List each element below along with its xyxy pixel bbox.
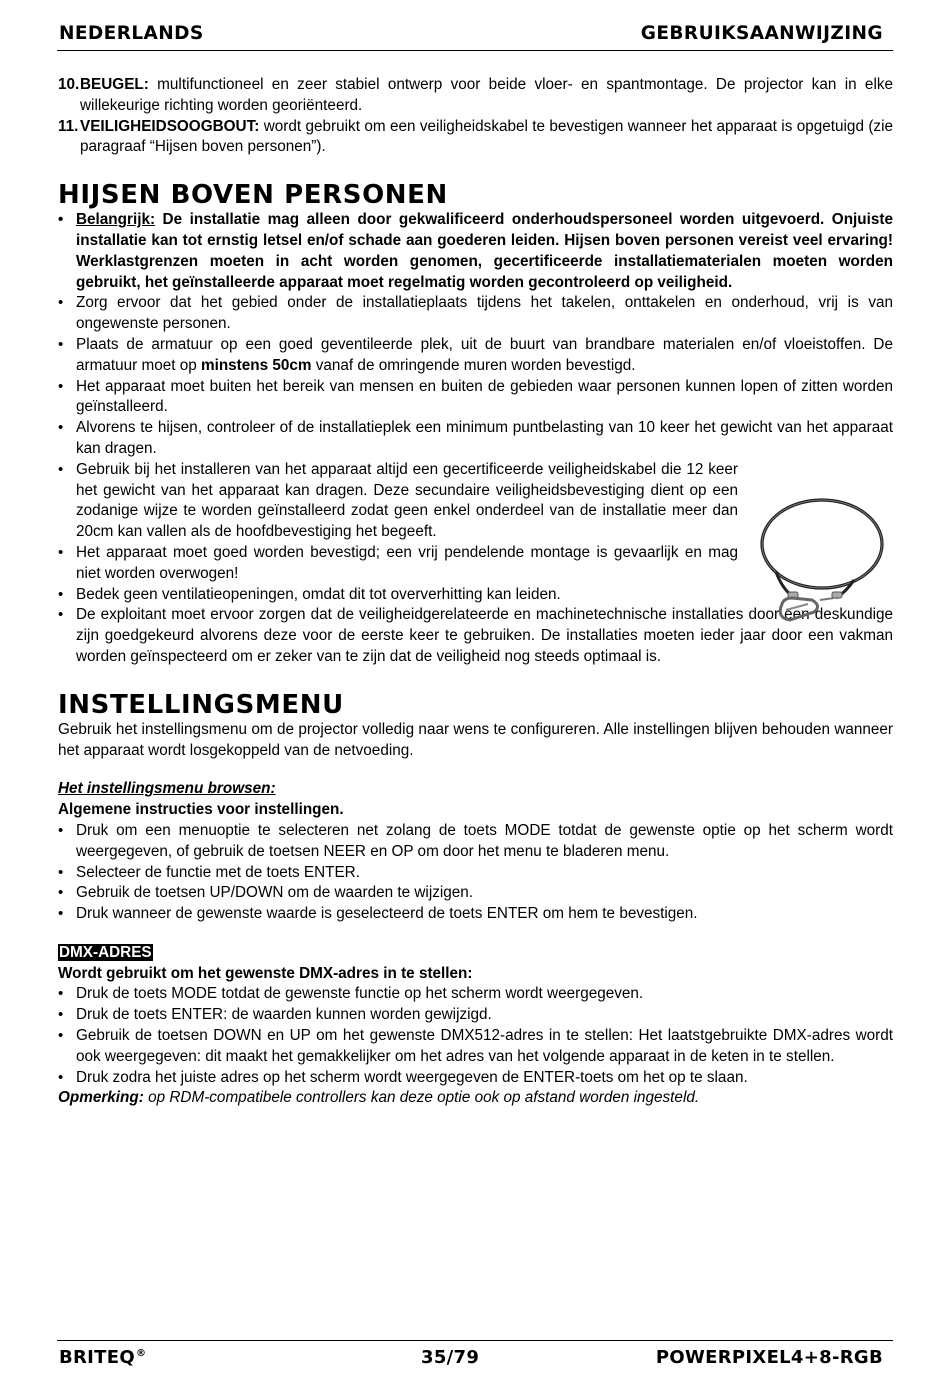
footer-page-number: 35/79 (421, 1347, 480, 1368)
browse-subtitle: Het instellingsmenu browsen: (58, 780, 276, 798)
dmx-subtitle: Wordt gebruikt om het gewenste DMX-adres in te stellen: (58, 964, 473, 982)
list-item: • Druk de toets MODE totdat de gewenste functie op het scherm wordt weergegeven. (58, 984, 893, 1005)
footer-brand: BRITEQ® (59, 1347, 147, 1368)
dmx-note (58, 1088, 893, 1109)
list-item: • Gebruik bij het installeren van het apparaat altijd een gecertificeerde veiligheidskabel die 12 keer het gewicht van het apparaat kan dragen. Deze secundaire veiligheidsbevestiging dient op een zodanige wijze te worden geïnstalleerd zodat geen enkel onderdeel van de installatie meer dan 20cm kan vallen als de hoofdbevestiging het begeeft. (58, 460, 738, 543)
section-title-hijsen: HIJSEN BOVEN PERSONEN (58, 180, 448, 211)
note-text: op RDM-compatibele controllers kan deze optie ook op afstand worden ingesteld. (143, 1089, 700, 1107)
list-item: • Het apparaat moet goed worden bevestigd; een vrij pendelende montage is gevaarlijk en mag niet worden overwogen! (58, 543, 738, 585)
item-label: VEILIGHEIDSOOGBOUT: (80, 117, 260, 135)
dmx-bullet-list (58, 984, 893, 1088)
page-footer (57, 1340, 893, 1371)
numbered-item-beugel (58, 75, 893, 117)
registered-mark: ® (135, 1348, 147, 1359)
list-item: • Belangrijk: De installatie mag alleen door gekwalificeerd onderhoudspersoneel worden uitgevoerd. Onjuiste installatie kan tot ernstig letsel en/of schade aan goederen leiden. Hijsen boven personen vereist veel ervaring! Werklastgrenzen moeten in acht worden genomen, gecertificeerde installatiematerialen moeten worden gebruikt, het geïnstalleerde apparaat moet regelmatig worden gecontroleerd op veiligheid. (58, 210, 893, 293)
list-item: • Bedek geen ventilatieopeningen, omdat dit tot oververhitting kan leiden. (58, 585, 893, 606)
list-item: • Druk de toets ENTER: de waarden kunnen worden gewijzigd. (58, 1005, 893, 1026)
list-item: • Gebruik de toetsen DOWN en UP om het gewenste DMX512-adres in te stellen: Het laatstgebruikte DMX-adres wordt ook weergegeven: dit maakt het gemakkelijker om het adres van het volgende apparaat in de keten in te stellen. (58, 1026, 893, 1068)
list-item: • Alvorens te hijsen, controleer of de installatieplek een minimum puntbelasting van 10 keer het gewicht van het apparaat kan dragen. (58, 418, 893, 460)
item-number: 10. (58, 76, 80, 93)
item-label: BEUGEL: (80, 76, 149, 93)
safety-cable-icon (752, 488, 894, 626)
item-number: 11. (58, 117, 79, 135)
note-label: Opmerking: (58, 1089, 144, 1107)
page-header (57, 20, 893, 51)
list-item: • Plaats de armatuur op een goed geventileerde plek, uit de buurt van brandbare materialen en/of vloeistoffen. De armatuur moet op minstens 50cm vanaf de omringende muren worden bevestigd. (58, 335, 893, 377)
list-item: • Selecteer de functie met de toets ENTER. (58, 863, 893, 884)
dmx-address-tag: DMX-ADRES (59, 943, 152, 961)
list-item: • De exploitant moet ervoor zorgen dat de veiligheidgerelateerde en machinetechnische installaties door een deskundige zijn goedgekeurd alvorens deze voor de eerste keer te gebruiken. De installaties moeten ieder jaar door een vakman worden geïnspecteerd om er zeker van te zijn dat de veiligheid nog steeds optimaal is. (58, 605, 893, 667)
footer-model: POWERPIXEL4+8-RGB (655, 1347, 883, 1368)
item-text: wordt gebruikt om een veiligheidskabel te bevestigen wanneer het apparaat is opgetuigd (zie paragraaf “Hijsen boven personen”). (80, 117, 893, 156)
section-title-instellingsmenu: INSTELLINGSMENU (58, 689, 344, 720)
list-item: • Het apparaat moet buiten het bereik van mensen en buiten de gebieden waar personen kunnen lopen of zitten worden geïnstalleerd. (58, 377, 893, 419)
header-language: NEDERLANDS (59, 23, 204, 44)
numbered-item-oogbout (58, 117, 893, 159)
menu-bullet-list (58, 821, 893, 925)
important-label: Belangrijk: (76, 211, 156, 229)
list-item: • Druk zodra het juiste adres op het scherm wordt weergegeven de ENTER-toets om het op te slaan. (58, 1068, 893, 1089)
list-item: • Gebruik de toetsen UP/DOWN om de waarden te wijzigen. (58, 883, 893, 904)
list-item: • Zorg ervoor dat het gebied onder de installatieplaats tijdens het takelen, onttakelen en onderhoud, vrij is van ongewenste personen. (58, 293, 893, 335)
list-item: • Druk om een menuoptie te selecteren net zolang de toets MODE totdat de gewenste optie op het scherm wordt weergegeven, of gebruik de toetsen NEER en OP om door het menu te bladeren menu. (58, 821, 893, 863)
list-item: • Druk wanneer de gewenste waarde is geselecteerd de toets ENTER om hem te bevestigen. (58, 904, 893, 925)
header-document-type: GEBRUIKSAANWIJZING (640, 23, 883, 44)
item-text: multifunctioneel en zeer stabiel ontwerp voor beide vloer- en spantmontage. De projector kan in elke willekeurige richting worden georiënteerd. (80, 76, 893, 114)
general-instructions-title: Algemene instructies voor instellingen. (58, 801, 344, 819)
menu-intro: Gebruik het instellingsmenu om de projector volledig naar wens te configureren. Alle instellingen blijven behouden wanneer het apparaat wordt losgekoppeld van de netvoeding. (58, 720, 893, 759)
